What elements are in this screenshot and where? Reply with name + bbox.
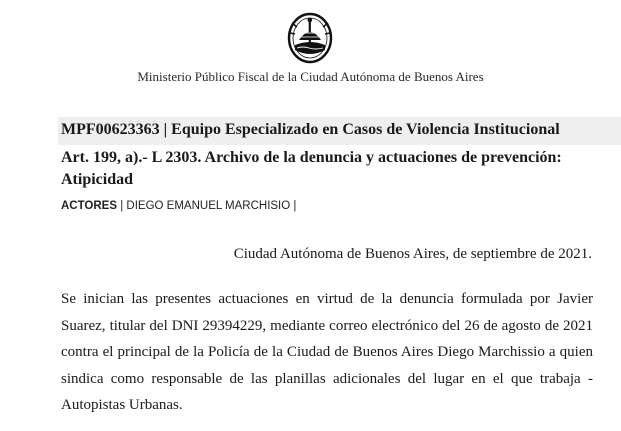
case-title: MPF00623363 | Equipo Especializado en Casos de Violencia Institucional bbox=[61, 121, 560, 138]
ministry-header: Ministerio Público Fiscal de la Ciudad Autónoma de Buenos Aires bbox=[137, 69, 484, 84]
actores-value: | DIEGO EMANUEL MARCHISIO | bbox=[117, 200, 297, 212]
date-line: Ciudad Autónoma de Buenos Aires, de septiembre de 2021. bbox=[233, 246, 592, 262]
body-paragraph: Se inician las presentes actuaciones en virtud de la denuncia formulada por Javier Suarez, titular del DNI 29394229, mediante correo electrónico del 26 de agosto de 2021 contra el principal de la Policía de la Ciudad de Buenos Aires Diego Marchissio a quien sindica como responsable de las planillas adicionales del lugar en el que trabaja -Autopistas Urbanas. bbox=[61, 291, 593, 414]
actores-label: ACTORES bbox=[61, 200, 118, 212]
article-heading: Art. 199, a).- L 2303. Archivo de la denuncia y actuaciones de prevención: Atipicidad bbox=[61, 149, 562, 188]
actores-line bbox=[61, 200, 296, 212]
city-seal-icon bbox=[286, 12, 334, 66]
